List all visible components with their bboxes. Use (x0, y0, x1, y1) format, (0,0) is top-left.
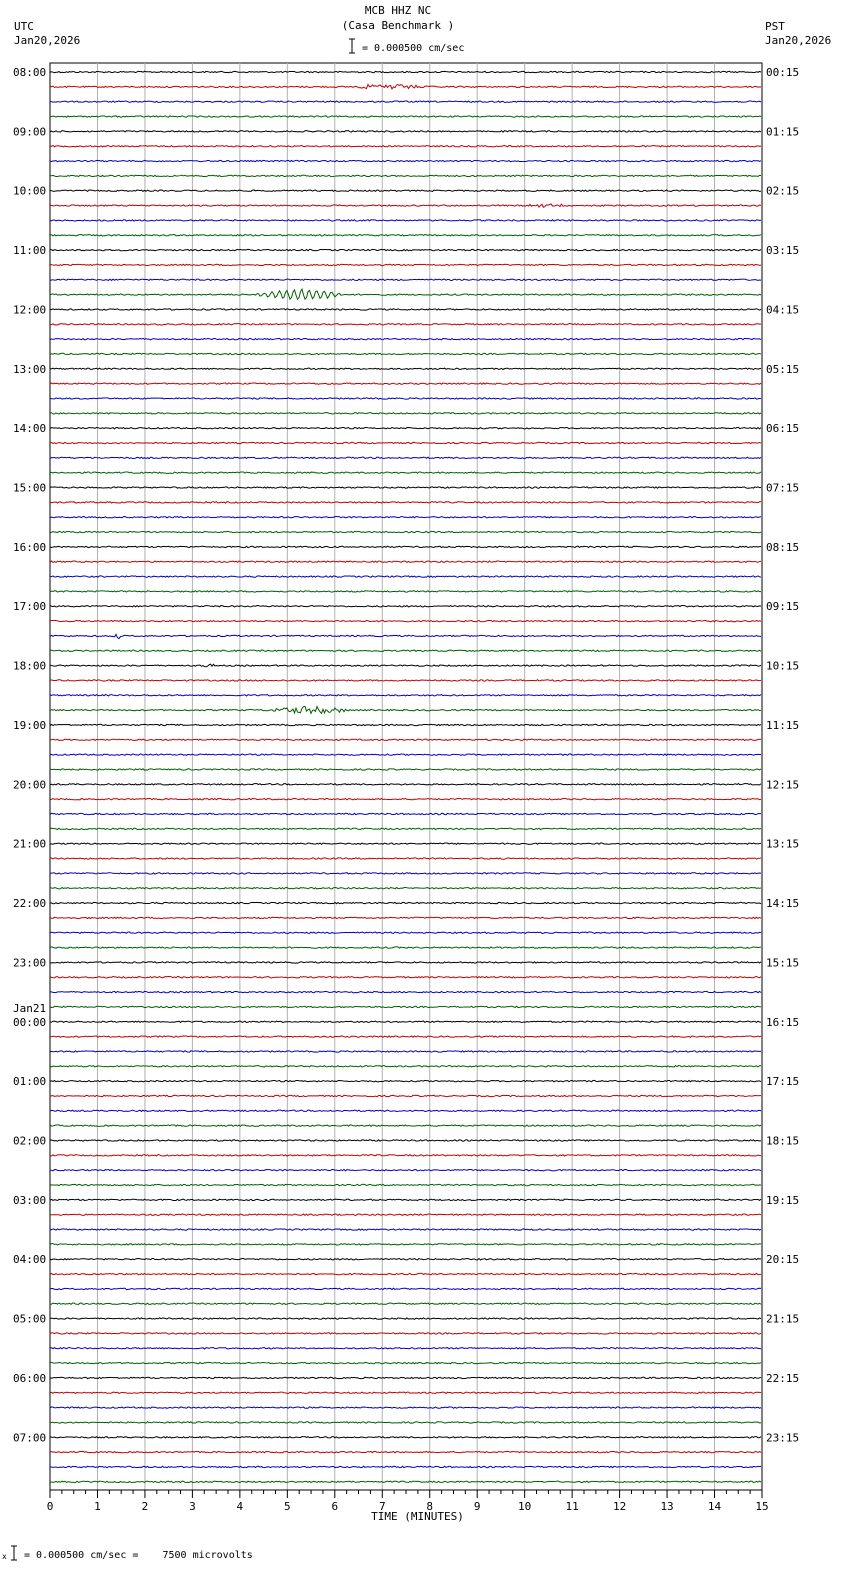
trace-row-6 (50, 160, 761, 161)
trace-row-79 (50, 1244, 761, 1245)
x-axis-title: TIME (MINUTES) (371, 1510, 464, 1523)
pst-hour-label: 15:15 (766, 956, 800, 970)
pst-hour-label: 03:15 (766, 244, 800, 258)
trace-row-39 (50, 650, 761, 651)
utc-hour-label: 15:00 (13, 481, 47, 495)
trace-row-12 (50, 249, 761, 250)
pst-hour-label: 12:15 (766, 778, 800, 792)
trace-row-31 (50, 531, 761, 532)
trace-row-43 (50, 706, 761, 713)
utc-hour-label: 10:00 (13, 184, 47, 198)
trace-row-40 (50, 664, 761, 667)
trace-row-86 (50, 1348, 761, 1349)
utc-zone-label: UTC (14, 20, 34, 33)
trace-row-5 (50, 146, 761, 147)
trace-row-23 (50, 413, 761, 414)
trace-row-21 (50, 383, 761, 384)
x-tick-label: 1 (94, 1500, 101, 1513)
pst-hour-label: 18:15 (766, 1134, 800, 1148)
utc-hour-label: 19:00 (13, 718, 47, 732)
utc-hour-label: 07:00 (13, 1431, 47, 1445)
trace-row-65 (50, 1036, 761, 1037)
trace-row-17 (50, 324, 761, 325)
pst-hour-label: 19:15 (766, 1193, 800, 1207)
plot-frame (50, 63, 762, 1490)
trace-row-14 (50, 279, 761, 280)
utc-hour-label: 09:00 (13, 125, 47, 139)
trace-row-70 (50, 1110, 761, 1111)
trace-row-10 (50, 220, 761, 221)
x-tick-label: 5 (284, 1500, 291, 1513)
trace-row-34 (50, 576, 761, 577)
trace-row-25 (50, 442, 761, 443)
trace-row-94 (50, 1466, 761, 1467)
pst-hour-label: 11:15 (766, 718, 800, 732)
trace-row-1 (50, 84, 761, 88)
trace-row-26 (50, 457, 761, 458)
pst-hour-label: 20:15 (766, 1253, 800, 1267)
trace-row-36 (50, 606, 761, 607)
pst-hour-label: 21:15 (766, 1312, 800, 1326)
x-tick-label: 3 (189, 1500, 196, 1513)
pst-hour-label: 06:15 (766, 422, 800, 436)
pst-zone-label: PST (765, 20, 785, 33)
trace-row-93 (50, 1451, 761, 1452)
trace-row-88 (50, 1377, 761, 1378)
pst-date-label: Jan20,2026 (765, 34, 832, 47)
trace-row-95 (50, 1481, 761, 1482)
utc-hour-label: 05:00 (13, 1312, 47, 1326)
trace-row-45 (50, 739, 761, 740)
trace-row-2 (50, 101, 761, 102)
pst-hour-label: 05:15 (766, 362, 800, 376)
x-tick-label: 11 (565, 1500, 579, 1513)
trace-row-33 (50, 561, 761, 562)
trace-row-15 (50, 289, 761, 299)
trace-row-22 (50, 398, 761, 399)
trace-row-77 (50, 1214, 761, 1215)
pst-hour-label: 23:15 (766, 1431, 800, 1445)
trace-row-13 (50, 264, 761, 265)
trace-row-59 (50, 947, 761, 948)
footer-scale-label: = 0.000500 cm/sec = 7500 microvolts (24, 1550, 253, 1561)
trace-row-54 (50, 873, 761, 874)
x-tick-label: 9 (473, 1500, 481, 1513)
x-tick-label: 14 (707, 1500, 722, 1513)
trace-row-81 (50, 1273, 761, 1274)
trace-row-48 (50, 784, 761, 785)
x-tick-label: 13 (660, 1500, 674, 1513)
trace-row-69 (50, 1095, 761, 1096)
trace-row-46 (50, 754, 761, 755)
trace-row-42 (50, 695, 761, 696)
utc-hour-label: 02:00 (13, 1134, 47, 1148)
utc-hour-label: 22:00 (13, 897, 47, 911)
trace-row-38 (50, 634, 761, 638)
trace-row-87 (50, 1362, 761, 1363)
utc-hour-label: 13:00 (13, 362, 47, 376)
trace-row-74 (50, 1169, 761, 1170)
x-tick-label: 0 (46, 1500, 54, 1513)
trace-row-44 (50, 724, 761, 725)
trace-row-56 (50, 902, 761, 903)
trace-row-58 (50, 932, 761, 933)
trace-row-61 (50, 977, 761, 978)
x-tick-label: 15 (755, 1500, 769, 1513)
trace-row-0 (50, 71, 761, 72)
trace-row-85 (50, 1333, 761, 1334)
trace-rows (50, 71, 761, 1482)
x-tick-label: 12 (612, 1500, 627, 1513)
utc-hour-label: 17:00 (13, 600, 47, 614)
utc-hour-label: 03:00 (13, 1193, 47, 1207)
utc-hour-label: 12:00 (13, 303, 47, 317)
footer-scale-icon (11, 1545, 17, 1561)
trace-row-92 (50, 1437, 761, 1438)
trace-row-19 (50, 353, 761, 354)
trace-row-62 (50, 991, 761, 992)
date-change-label: Jan21 (13, 1001, 47, 1015)
trace-row-68 (50, 1080, 761, 1081)
pst-hour-label: 10:15 (766, 659, 800, 673)
utc-hour-label: 01:00 (13, 1075, 47, 1089)
trace-row-52 (50, 843, 761, 844)
trace-row-8 (50, 190, 761, 191)
trace-row-30 (50, 517, 761, 518)
trace-row-91 (50, 1422, 761, 1423)
trace-row-35 (50, 591, 761, 592)
station-title: MCB HHZ NC (364, 4, 432, 17)
pst-hour-label: 13:15 (766, 837, 800, 851)
trace-row-72 (50, 1140, 761, 1141)
utc-hour-label: 04:00 (13, 1253, 47, 1267)
trace-row-49 (50, 798, 761, 799)
trace-row-75 (50, 1184, 761, 1185)
trace-row-9 (50, 204, 761, 207)
utc-hour-label: 14:00 (13, 422, 47, 436)
trace-row-47 (50, 769, 761, 770)
utc-hour-label: 23:00 (13, 956, 47, 970)
utc-hour-label: 20:00 (13, 778, 47, 792)
trace-row-84 (50, 1318, 761, 1319)
pst-hour-label: 08:15 (766, 540, 800, 554)
x-tick-label: 6 (331, 1500, 339, 1513)
utc-hour-label: 21:00 (13, 837, 47, 851)
pst-hour-label: 00:15 (766, 66, 800, 79)
x-tick-label: 10 (518, 1500, 532, 1513)
trace-row-27 (50, 472, 761, 473)
trace-row-32 (50, 546, 761, 547)
trace-row-82 (50, 1288, 761, 1289)
trace-row-24 (50, 427, 761, 428)
trace-row-90 (50, 1407, 761, 1408)
scale-bar-icon (349, 38, 355, 54)
utc-hour-label: 16:00 (13, 540, 47, 554)
trace-row-83 (50, 1303, 761, 1304)
trace-row-7 (50, 175, 761, 176)
trace-row-64 (50, 1021, 761, 1022)
utc-hour-label: 08:00 (13, 66, 47, 79)
trace-row-3 (50, 116, 761, 117)
pst-hour-label: 09:15 (766, 600, 800, 614)
utc-hour-label: 18:00 (13, 659, 47, 673)
scale-label: = 0.000500 cm/sec (362, 43, 465, 54)
trace-row-28 (50, 487, 761, 488)
trace-row-53 (50, 858, 761, 859)
station-subtitle: (Casa Benchmark ) (341, 19, 455, 32)
trace-row-66 (50, 1051, 761, 1052)
trace-row-4 (50, 131, 761, 132)
pst-hour-label: 01:15 (766, 125, 800, 139)
trace-row-29 (50, 502, 761, 503)
trace-row-55 (50, 888, 761, 889)
trace-row-11 (50, 235, 761, 236)
trace-row-16 (50, 309, 761, 310)
trace-row-60 (50, 962, 761, 963)
utc-date-label: Jan20,2026 (14, 34, 81, 47)
x-tick-label: 2 (141, 1500, 149, 1513)
trace-row-20 (50, 368, 761, 369)
trace-row-51 (50, 828, 761, 829)
trace-row-37 (50, 620, 761, 621)
utc-hour-label: 00:00 (13, 1015, 47, 1029)
pst-hour-label: 07:15 (766, 481, 800, 495)
trace-row-67 (50, 1066, 761, 1067)
trace-row-80 (50, 1259, 761, 1260)
trace-row-18 (50, 338, 761, 339)
utc-hour-label: 11:00 (13, 244, 47, 258)
minute-gridlines (50, 63, 762, 1490)
footer-prefix: x (2, 1552, 7, 1561)
trace-row-78 (50, 1229, 761, 1230)
pst-hour-label: 14:15 (766, 897, 800, 911)
x-tick-label: 8 (426, 1500, 434, 1513)
x-tick-label: 7 (378, 1500, 386, 1513)
trace-row-50 (50, 813, 761, 814)
utc-hour-label: 06:00 (13, 1371, 47, 1385)
trace-row-73 (50, 1155, 761, 1156)
pst-hour-label: 04:15 (766, 303, 800, 317)
pst-hour-label: 02:15 (766, 184, 800, 198)
trace-row-76 (50, 1199, 761, 1200)
pst-hour-label: 22:15 (766, 1371, 800, 1385)
trace-row-57 (50, 917, 761, 918)
trace-row-63 (50, 1006, 761, 1007)
trace-row-71 (50, 1125, 761, 1126)
pst-hour-label: 16:15 (766, 1015, 800, 1029)
x-tick-label: 4 (236, 1500, 244, 1513)
trace-row-89 (50, 1392, 761, 1393)
trace-row-41 (50, 680, 761, 681)
pst-hour-label: 17:15 (766, 1075, 800, 1089)
